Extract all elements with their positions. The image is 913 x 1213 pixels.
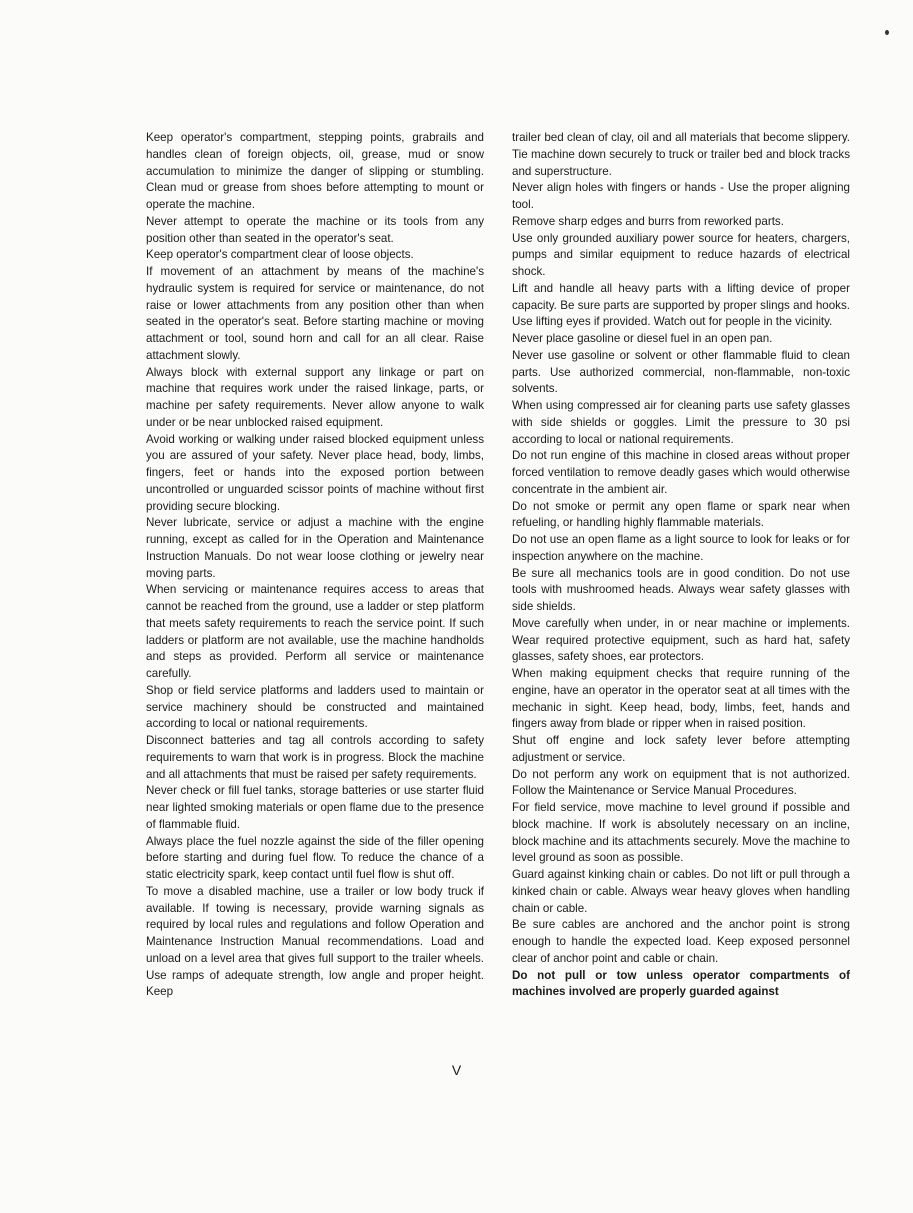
paragraph: Remove sharp edges and burrs from reworked parts. xyxy=(512,214,784,228)
paragraph: Do not smoke or permit any open flame or spark near when refueling, or handling highly flammable materials. xyxy=(512,499,850,530)
paragraph: Be sure all mechanics tools are in good condition. Do not use tools with mushroomed heads. Always wear safety glasses with side shields. xyxy=(512,566,850,613)
paragraph: Never place gasoline or diesel fuel in an open pan. xyxy=(512,332,773,345)
paragraph: When servicing or maintenance requires access to areas that cannot be reached from the ground, use a ladder or step platform that meets safety requirements to reach the service point. If such ladders or platform are not available, use the machine handholds and steps as provided. Perform all service or maintenance carefully. xyxy=(146,583,484,680)
paragraph: Move carefully when under, in or near machine or implements. Wear required protective equipment, such as hard hat, safety glasses, safety shoes, ear protectors. xyxy=(512,616,850,664)
paragraph: Avoid working or walking under raised blocked equipment unless you are assured of your safety. Never place head, body, limbs, fingers, feet or hands into the exposed portion between uncontrolled or unguarded scissor points of machine without first providing secure blocking. xyxy=(146,432,484,513)
paragraph: Always block with external support any linkage or part on machine that requires work under the raised linkage, parts, or machine per safety requirements. Never allow anyone to walk under or be near unblocked raised equipment. xyxy=(146,365,484,429)
paragraph: trailer bed clean of clay, oil and all materials that become slippery. Tie machine down securely to truck or trailer bed and block tracks and superstructure. xyxy=(512,131,850,178)
paragraph: Guard against kinking chain or cables. Do not lift or pull through a kinked chain or cable. Always wear heavy gloves when handling chain or cable. xyxy=(512,868,850,915)
paragraph: Never check or fill fuel tanks, storage batteries or use starter fluid near lighted smoking materials or open flame due to the presence of flammable fluid. xyxy=(146,784,484,831)
paragraph: Do not use an open flame as a light source to look for leaks or for inspection anywhere on the machine. xyxy=(512,533,850,563)
bold-warning-paragraph: Do not pull or tow unless operator compartments of machines involved are properly guarded against xyxy=(512,968,850,999)
paragraph: Never use gasoline or solvent or other flammable fluid to clean parts. Use authorized commercial, non-flammable, non-toxic solvents. xyxy=(512,348,850,396)
paragraph: Do not run engine of this machine in closed areas without proper forced ventilation to remove deadly gases which would otherwise concentrate in the ambient air. xyxy=(512,449,850,496)
paragraph: Never align holes with fingers or hands - Use the proper aligning tool. xyxy=(512,181,850,211)
paragraph: If movement of an attachment by means of the machine's hydraulic system is required for service or maintenance, do not raise or lower attachments from any position other than when seated in the operator's seat. Before starting machine or moving attachment or tool, sound horn and call for an all clear. Raise attachment slowly. xyxy=(146,265,484,362)
paragraph: Disconnect batteries and tag all controls according to safety requirements to warn that work is in progress. Block the machine and all attachments that must be raised per safety requirements. xyxy=(146,734,484,781)
paragraph: When using compressed air for cleaning parts use safety glasses with side shields or goggles. Limit the pressure to 30 psi according to local or national requirements. xyxy=(512,399,850,446)
paragraph: Use only grounded auxiliary power source for heaters, chargers, pumps and similar equipment to reduce hazards of electrical shock. xyxy=(512,231,850,278)
paragraph: To move a disabled machine, use a trailer or low body truck if available. If towing is necessary, provide warning signals as required by local rules and regulations and follow Operation and Maintenance Instruction Manual recommendations. Load and unload on a level area that gives full support to the trailer wheels. Use ramps of adequate strength, low angle and proper height. Keep xyxy=(146,884,484,999)
scan-speck-mark xyxy=(885,30,889,35)
paragraph: Never lubricate, service or adjust a machine with the engine running, except as called for in the Operation and Maintenance Instruction Manuals. Do not wear loose clothing or jewelry near moving parts. xyxy=(146,516,484,580)
paragraph: When making equipment checks that require running of the engine, have an operator in the operator seat at all times with the mechanic in sight. Keep head, body, limbs, feet, hands and fingers away from blade or ripper when in raised position. xyxy=(512,667,850,731)
paragraph: Be sure cables are anchored and the anchor point is strong enough to handle the expected load. Keep exposed personnel clear of anchor point and cable or chain. xyxy=(512,918,850,965)
left-text-column xyxy=(146,130,484,1001)
paragraph: Shop or field service platforms and ladders used to maintain or service machinery should be constructed and maintained according to local or national requirements. xyxy=(146,683,484,731)
paragraph: Do not perform any work on equipment that is not authorized. Follow the Maintenance or Service Manual Procedures. xyxy=(512,767,850,798)
right-text-column xyxy=(512,130,850,1001)
page-number: V xyxy=(451,1062,462,1078)
paragraph: For field service, move machine to level ground if possible and block machine. If work is absolutely necessary on an incline, block machine and its attachments securely. Move the machine to level ground as soon as possible. xyxy=(512,801,850,865)
paragraph: Always place the fuel nozzle against the side of the filler opening before starting and during fuel flow. To reduce the chance of a static electricity spark, keep contact until fuel flow is shut off. xyxy=(146,834,484,881)
paragraph: Keep operator's compartment clear of loose objects. xyxy=(146,248,414,262)
paragraph: Lift and handle all heavy parts with a lifting device of proper capacity. Be sure parts are supported by proper slings and hooks. Use lifting eyes if provided. Watch out for people in the vicinity. xyxy=(512,281,850,329)
paragraph: Never attempt to operate the machine or its tools from any position other than seated in the operator's seat. xyxy=(146,214,484,245)
paragraph: Shut off engine and lock safety lever before attempting adjustment or service. xyxy=(512,734,850,764)
paragraph: Keep operator's compartment, stepping points, grabrails and handles clean of foreign objects, oil, grease, mud or snow accumulation to minimize the danger of slipping or stumbling. Clean mud or grease from shoes before attempting to mount or operate the machine. xyxy=(146,131,484,211)
